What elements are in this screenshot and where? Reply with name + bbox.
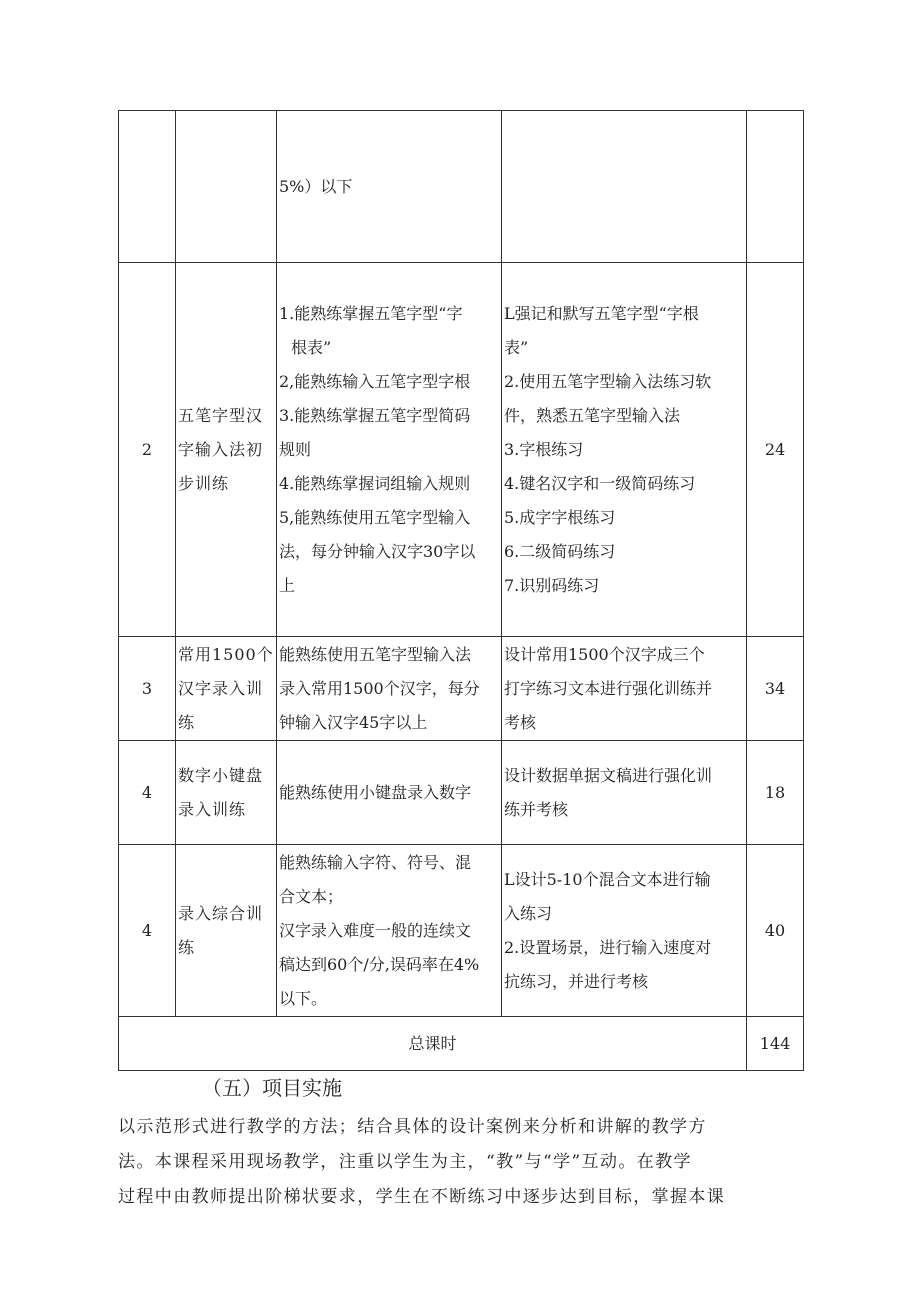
paragraph-line: 以示范形式进行教学的方法；结合具体的设计案例来分析和讲解的教学方	[118, 1117, 707, 1137]
cell-hours: 18	[747, 741, 804, 845]
table-row	[119, 111, 804, 263]
paragraph-line: 过程中由教师提出阶梯状要求，学生在不断练习中逐步达到目标，掌握本课	[118, 1187, 726, 1207]
cell-line: 抗练习，并进行考核	[504, 971, 649, 991]
cell-line: 法，每分钟输入汉字30字以	[279, 541, 476, 561]
cell-line: 录入常用1500个汉字，每分	[279, 678, 480, 698]
cell-line: 能熟练使用五笔字型输入法	[279, 644, 472, 664]
cell-number	[119, 111, 176, 263]
cell-line: 汉字录入训	[178, 678, 264, 698]
cell-line: 设计常用1500个汉字成三个	[504, 644, 705, 664]
cell-content	[502, 845, 747, 1017]
section-heading: （五）项目实施	[202, 1076, 342, 1100]
cell-goals	[277, 845, 502, 1017]
cell-content	[502, 741, 747, 845]
cell-line: 字输入法初	[178, 439, 264, 459]
cell-line: 练并考核	[504, 799, 569, 819]
total-hours: 144	[747, 1017, 804, 1071]
cell-line: 录入综合训	[178, 903, 264, 923]
cell-goals	[277, 637, 502, 741]
cell-hours: 34	[747, 637, 804, 741]
cell-line: 5.成字字根练习	[504, 507, 616, 527]
cell-content	[502, 637, 747, 741]
cell-line: 2,能熟练输入五笔字型字根	[279, 371, 471, 391]
cell-number: 2	[119, 263, 176, 637]
table-row	[119, 263, 804, 637]
cell-content	[502, 111, 747, 263]
cell-content	[502, 263, 747, 637]
cell-line: 录入训练	[178, 799, 247, 819]
cell-line: 5%）以下	[279, 176, 353, 196]
cell-project	[176, 263, 277, 637]
cell-line: 钟输入汉字45字以上	[279, 712, 428, 732]
cell-line: 汉字录入难度一般的连续文	[279, 920, 472, 940]
cell-line: 4.能熟练掌握词组输入规则	[279, 473, 471, 493]
cell-number: 3	[119, 637, 176, 741]
cell-project	[176, 111, 277, 263]
cell-goals	[277, 111, 502, 263]
cell-line: 练	[178, 937, 196, 957]
cell-line: 以下。	[279, 988, 328, 1008]
cell-project	[176, 637, 277, 741]
cell-line: 1.能熟练掌握五笔字型“字	[279, 303, 463, 323]
table-row	[119, 637, 804, 741]
cell-line: 步训练	[178, 473, 230, 493]
cell-line: 上	[279, 575, 296, 595]
cell-line: 能熟练输入字符、符号、混	[279, 852, 472, 872]
cell-project	[176, 741, 277, 845]
table-row	[119, 845, 804, 1017]
table-row	[119, 741, 804, 845]
course-plan-table	[118, 110, 804, 1071]
cell-line: L设计5-10个混合文本进行输	[504, 869, 711, 889]
cell-line: 五笔字型汉	[178, 405, 264, 425]
cell-line: 5,能熟练使用五笔字型输入	[279, 507, 471, 527]
cell-line: 7.识别码练习	[504, 575, 600, 595]
cell-line: 3.能熟练掌握五笔字型简码	[279, 405, 471, 425]
cell-line: L强记和默写五笔字型“字根	[504, 303, 699, 323]
total-label: 总课时	[119, 1017, 747, 1071]
cell-hours: 40	[747, 845, 804, 1017]
cell-line: 6.二级简码练习	[504, 541, 616, 561]
cell-line: 考核	[504, 712, 537, 732]
total-row	[119, 1017, 804, 1071]
cell-line: 稿达到60个/分,误码率在4%	[279, 954, 480, 974]
body-paragraph	[118, 1110, 808, 1215]
cell-line: 能熟练使用小键盘录入数字	[279, 782, 472, 802]
cell-project	[176, 845, 277, 1017]
cell-line: 合文本；	[279, 886, 344, 906]
cell-line: 常用1500个	[178, 644, 274, 664]
cell-line: 练	[178, 712, 196, 732]
cell-line: 2.设置场景，进行输入速度对	[504, 937, 712, 957]
cell-line: 打字练习文本进行强化训练并	[504, 678, 713, 698]
paragraph-line: 法。本课程采用现场教学，注重以学生为主，“教”与“学”互动。在教学	[118, 1152, 692, 1172]
cell-line: 设计数据单据文稿进行强化训	[504, 765, 713, 785]
cell-line: 规则	[279, 439, 312, 459]
cell-hours	[747, 111, 804, 263]
cell-line: 根表”	[291, 337, 332, 357]
cell-line: 入练习	[504, 903, 553, 923]
cell-line: 件，熟悉五笔字型输入法	[504, 405, 681, 425]
table-body	[119, 111, 804, 1071]
cell-number: 4	[119, 741, 176, 845]
cell-line: 3.字根练习	[504, 439, 584, 459]
cell-line: 4.键名汉字和一级简码练习	[504, 473, 696, 493]
cell-goals	[277, 263, 502, 637]
cell-number: 4	[119, 845, 176, 1017]
cell-line: 表”	[504, 337, 529, 357]
cell-line: 数字小键盘	[178, 765, 264, 785]
cell-goals	[277, 741, 502, 845]
cell-line: 2.使用五笔字型输入法练习软	[504, 371, 712, 391]
cell-hours: 24	[747, 263, 804, 637]
